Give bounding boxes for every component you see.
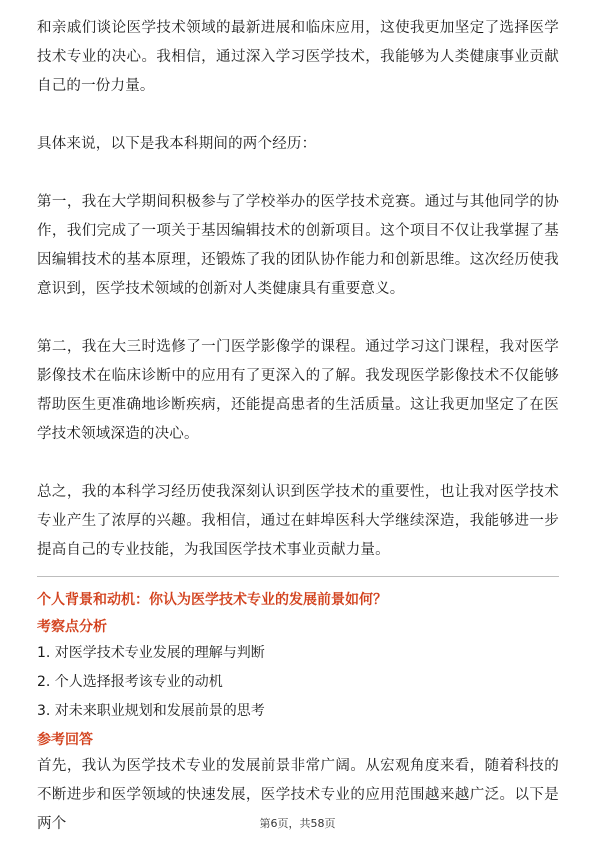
section-divider: [37, 576, 559, 577]
paragraph-experiences-lead: 具体来说，以下是我本科期间的两个经历：: [37, 136, 317, 152]
paragraph-second-experience: 第二，我在大三时选修了一门医学影像学的课程。通过学习这门课程，我对医学影像技术在临床诊断中的应用有了更深入的了解。我发现医学影像技术不仅能够帮助医生更准确地诊断疾病，还能提高患者的生活质量。这让我更加坚定了在医学技术领域深造的决心。: [37, 339, 559, 442]
interview-question-block: [37, 587, 559, 839]
analysis-point: 2. 个人选择报考该专业的动机: [37, 674, 223, 690]
analysis-heading: 考察点分析: [37, 619, 107, 635]
analysis-point: 3. 对未来职业规划和发展前景的思考: [37, 703, 265, 719]
analysis-point: 1. 对医学技术专业发展的理解与判断: [37, 645, 265, 661]
paragraph-first-experience: 第一，我在大学期间积极参与了学校举办的医学技术竞赛。通过与其他同学的协作，我们完成了一项关于基因编辑技术的创新项目。这个项目不仅让我掌握了基因编辑技术的基本原理，还锻炼了我的团队协作能力和创新思维。这次经历使我意识到，医学技术领域的创新对人类健康具有重要意义。: [37, 194, 559, 297]
question-title: 个人背景和动机：你认为医学技术专业的发展前景如何？: [37, 592, 387, 608]
document-body: [37, 14, 559, 565]
paragraph-intro: 和亲戚们谈论医学技术领域的最新进展和临床应用，这使我更加坚定了选择医学技术专业的决心。我相信，通过深入学习医学技术，我能够为人类健康事业贡献自己的一份力量。: [37, 20, 559, 94]
answer-text: 首先，我认为医学技术专业的发展前景非常广阔。从宏观角度来看，随着科技的不断进步和医学领域的快速发展，医学技术专业的应用范围越来越广泛。以下是两个: [37, 758, 559, 832]
answer-heading: 参考回答: [37, 732, 93, 748]
page-number: 第6页，共58页: [259, 817, 336, 830]
paragraph-conclusion: 总之，我的本科学习经历使我深刻认识到医学技术的重要性，也让我对医学技术专业产生了浓厚的兴趣。我相信，通过在蚌埠医科大学继续深造，我能够进一步提高自己的专业技能，为我国医学技术事业贡献力量。: [37, 484, 559, 558]
